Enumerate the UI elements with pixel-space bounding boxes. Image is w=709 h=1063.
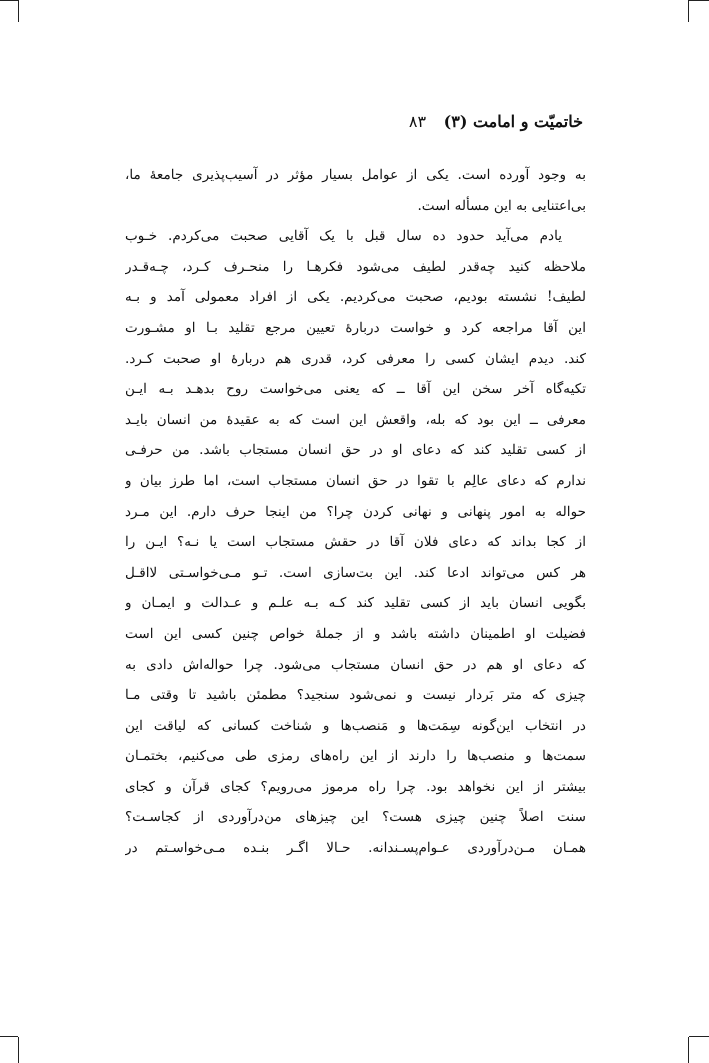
text-line: ملاحظه کنید چه‌قدر لطیف می‌شود فکرهـا را منحـرف کـرد، چـه‌قـدر: [125, 258, 586, 275]
text-line: سنت اصلاً چنین چیزی هست؟ این چیزهای من‌درآوردی از کجاسـت؟: [125, 809, 586, 826]
body-text: [125, 160, 586, 864]
text-line: به وجود آورده است. یکی از عوامل بسیار مؤثر در آسیب‌پذیری جامعهٔ ما،: [125, 167, 586, 183]
text-line: در انتخاب این‌گونه سِمَت‌ها و مَنصب‌ها و شناخت کسانی که لیاقت این: [125, 717, 586, 734]
text-line: از کجا بداند که دعای فلان آقا در حقش مستجاب است یا نـه؟ ایـن را: [125, 534, 586, 551]
text-line: بگویی انسان باید از کسی تقلید کند کـه بـه علـم و عـدالت و ایمـان و: [125, 595, 586, 612]
crop-mark-bottom-right-vertical: [688, 1037, 689, 1063]
crop-mark-top-left-vertical: [18, 0, 19, 22]
text-line: که دعای او هم در حق انسان مستجاب می‌شود. چرا حواله‌اش دادی به: [125, 656, 586, 673]
crop-mark-top-right-vertical: [688, 0, 689, 22]
text-line: سمت‌ها و منصب‌ها را دارند از این راه‌های رمزی طی می‌کنیم، بختمـان: [125, 748, 586, 765]
crop-mark-top-right-horizontal: [689, 0, 709, 1]
crop-mark-bottom-left-vertical: [18, 1037, 19, 1063]
text-line: یادم می‌آید حدود ده سال قبل با یک آقایی صحبت می‌کردم. خـوب: [125, 228, 562, 245]
text-line: تکیه‌گاه آخر سخن این آقا ــ که یعنی می‌خواست روح بدهـد بـه ایـن: [125, 381, 586, 398]
text-line: ندارم که دعای عالِم با تقوا در حق انسان مستجاب است، اما طرز بیان و: [125, 472, 586, 489]
page-number: ۸۳: [408, 112, 427, 131]
text-line: همـان مـن‌درآوردی عـوام‌پسـندانه. حـالا اگـر بنـده مـی‌خواسـتم در: [125, 840, 586, 857]
text-line: بی‌اعتنایی به این مسأله است.: [417, 197, 586, 214]
text-line: لطیف! نشسته بودیم، صحبت می‌کردیم. یکی از افراد معمولی آمد و بـه: [125, 289, 586, 306]
crop-mark-bottom-left-horizontal: [0, 1036, 18, 1037]
chapter-title: خاتمیّت و امامت (۳): [443, 112, 583, 131]
text-line: چیزی که متر بَردار نیست و نمی‌شود سنجید؟ مطمئن باشید تا وقتی مـا: [125, 687, 586, 704]
text-line: بیشتر از این نخواهد بود. چرا راه مرموز می‌رویم؟ کجای قرآن و کجای: [125, 778, 586, 795]
text-line: هر کس می‌تواند ادعا کند. این بت‌سازی است. تـو مـی‌خواسـتی لااقـل: [125, 564, 586, 581]
crop-mark-top-left-horizontal: [0, 0, 18, 1]
text-line: معرفی ــ این بود که بله، واقعش این است که به عقیدهٔ من انسان بایـد: [125, 411, 586, 428]
running-header: [409, 112, 583, 131]
text-line: کند. دیدم ایشان کسی را معرفی کرد، قدری هم دربارهٔ او صحبت کـرد.: [125, 350, 586, 367]
crop-mark-bottom-right-horizontal: [689, 1036, 709, 1037]
text-line: این آقا مراجعه کرد و خواست دربارهٔ تعیین مرجع تقلید بـا او مشـورت: [125, 319, 586, 336]
text-line: فضیلت او اطمینان داشته باشد و از جملهٔ خواص چنین کسی این است: [125, 625, 586, 642]
text-line: از کسی تقلید کند که دعای او در حق انسان مستجاب باشد. من حرفـی: [125, 442, 586, 459]
text-line: حواله به امور پنهانی و نهانی کردن چرا؟ من اینجا حرف دارم. این مـرد: [125, 503, 586, 520]
